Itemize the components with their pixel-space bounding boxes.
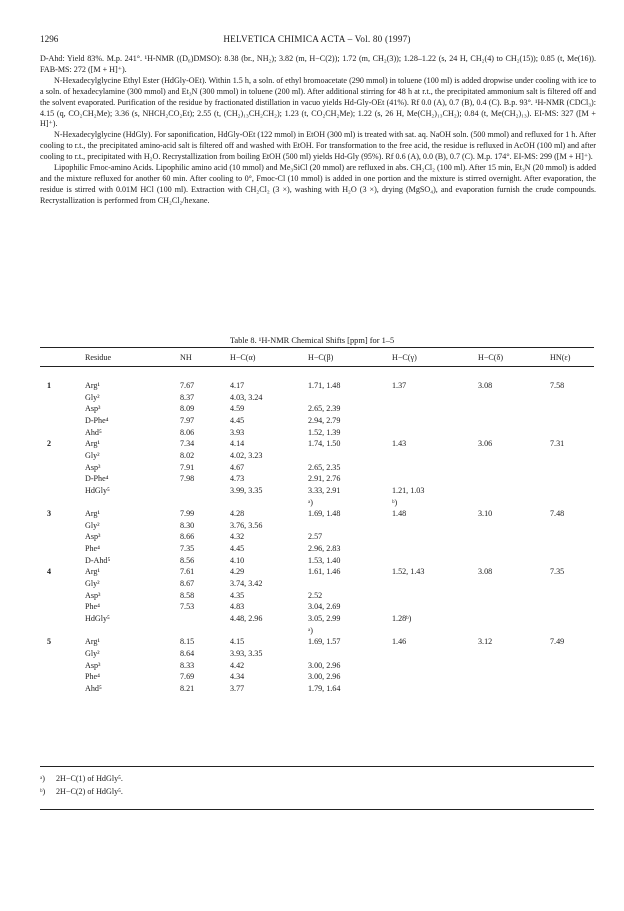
cell-hb: 1.69, 1.48 [308,509,341,519]
table-row [40,672,594,684]
cell-hd: 3.08 [478,567,493,577]
cell-ha: 4.17 [230,381,245,390]
cell-ha: 3.93 [230,427,245,437]
cell-residue: Gly² [85,648,100,658]
table-row [40,509,594,521]
table-row [40,381,594,393]
cell-nh: 7.99 [180,509,195,519]
cell-hd: 3.10 [478,509,493,519]
cell-hg: 1.48 [392,509,407,519]
table-row [40,428,594,440]
col-header-residue: Residue [85,353,112,362]
table-header [40,353,594,365]
cell-nh: 7.53 [180,602,195,612]
table-caption: Table 8. ¹H-NMR Chemical Shifts [ppm] for 1–5 [229,336,395,345]
cell-nh: 8.58 [180,590,195,600]
cell-residue: Arg¹ [85,637,100,647]
cell-ha: 4.45 [230,415,245,425]
cell-ha: 4.14 [230,439,245,449]
footnote-b [40,785,594,798]
cell-hg: 1.52, 1.43 [392,567,425,577]
cell-hb: 2.91, 2.76 [308,474,341,484]
cell-ha: 4.10 [230,555,245,565]
cell-hn: 7.58 [550,381,565,390]
table-row [40,474,594,486]
table-header-rule [40,366,594,367]
cell-ha: 4.28 [230,509,245,519]
running-header [40,34,594,46]
table-row [40,439,594,451]
table-row [40,486,594,498]
cell-hb: 2.65, 2.39 [308,404,341,414]
table-row [40,532,594,544]
cell-hg: 1.46 [392,637,407,647]
table-row [40,556,594,568]
footnote-mark: ᵃ) [40,774,45,783]
cell-hb: ᵃ) [308,625,313,635]
cell-hd: 3.06 [478,439,493,449]
cell-nh: 7.91 [180,462,195,472]
cell-ha: 4.34 [230,672,245,682]
table-footnotes [40,772,594,798]
cell-hb: 1.61, 1.46 [308,567,341,577]
table-row [40,416,594,428]
cell-hb: 1.69, 1.57 [308,637,341,647]
table-row [40,521,594,533]
cell-idx: 5 [47,637,52,647]
cell-hb: 3.05, 2.99 [308,614,341,623]
cell-residue: Phe⁴ [85,672,100,682]
cell-nh: 8.66 [180,532,195,542]
col-header-h-beta: H−C(β) [308,353,334,362]
cell-residue: Asp³ [85,404,101,414]
cell-residue: Asp³ [85,660,101,670]
cell-hn: 7.35 [550,567,565,577]
cell-ha: 3.99, 3.35 [230,485,263,495]
col-header-h-gamma: H−C(γ) [392,353,417,362]
cell-residue: Gly² [85,579,100,589]
cell-residue: Arg¹ [85,509,100,519]
table-row [40,498,594,510]
cell-hn: 7.48 [550,509,565,519]
page-number: 1296 [40,34,59,44]
table-row [40,591,594,603]
cell-residue: Asp³ [85,462,101,472]
cell-residue: Gly² [85,392,100,402]
cell-ha: 4.73 [230,474,245,484]
cell-hg: 1.28ᵇ) [392,614,412,623]
cell-ha: 4.48, 2.96 [230,614,263,623]
cell-nh: 8.67 [180,579,195,589]
cell-nh: 7.69 [180,672,195,682]
table-row [40,404,594,416]
cell-hg: ᵇ) [392,497,398,507]
journal-title: HELVETICA CHIMICA ACTA – Vol. 80 (1997) [223,34,411,44]
table-bottom-rule [40,766,594,767]
cell-ha: 3.76, 3.56 [230,520,263,530]
cell-hb: 1.52, 1.39 [308,427,341,437]
cell-residue: Asp³ [85,532,101,542]
table-row [40,637,594,649]
cell-ha: 4.45 [230,544,245,554]
cell-hb: 2.65, 2.35 [308,462,341,472]
cell-residue: HdGly⁵ [85,485,110,495]
cell-nh: 8.02 [180,450,195,460]
cell-nh: 7.98 [180,474,195,484]
cell-nh: 7.35 [180,544,195,554]
cell-residue: Ahd⁵ [85,683,102,693]
cell-ha: 4.83 [230,602,245,612]
cell-hb: 1.71, 1.48 [308,381,341,390]
cell-nh: 8.64 [180,648,195,658]
cell-hb: ᵃ) [308,497,313,507]
cell-hn: 7.49 [550,637,565,647]
table-row [40,684,594,696]
cell-ha: 4.42 [230,660,245,670]
page-end-rule [40,809,594,810]
cell-ha: 3.93, 3.35 [230,648,263,658]
col-header-h-alpha: H−C(α) [230,353,256,362]
footnote-text: 2H−C(1) of HdGly⁵. [56,774,123,783]
col-header-hn-epsilon: HN(ε) [550,353,571,362]
cell-hb: 3.04, 2.69 [308,602,341,612]
cell-residue: Arg¹ [85,439,100,449]
cell-ha: 4.32 [230,532,245,542]
cell-nh: 8.15 [180,637,195,647]
table-row [40,393,594,405]
cell-idx: 4 [47,567,52,577]
col-header-h-delta: H−C(δ) [478,353,504,362]
cell-ha: 3.74, 3.42 [230,579,263,589]
cell-nh: 7.34 [180,439,195,449]
cell-hb: 3.00, 2.96 [308,672,341,682]
table-row [40,567,594,579]
cell-hb: 2.57 [308,532,323,542]
cell-residue: Phe⁴ [85,602,100,612]
table-row [40,602,594,614]
cell-hg: 1.43 [392,439,407,449]
footnote-a [40,772,594,785]
paragraph-hdgly-oet: N-Hexadecylglycine Ethyl Ester (HdGly-OEt). Within 1.5 h, a soln. of ethyl bromoacetate (290 mmol) in toluene (100 ml) is added dropwise under cooling with ice to a soln. of hexadecylamine (300 mmol) and Et₃N (300 mmol) in toluene (200 ml). After additional stirring for 48 h at r.t., the precipitated ammonium salt is filtered off and the solvent evaporated. Purification of the residue by fractionated distillation in vacuo yields Hd-Gly-OEt (41%). Rf 0.0 (A), 0.7 (B), 0.4 (C). B.p. 93°. ¹H-NMR (CDCl₃): 4.15 (q, CO₂CH₂Me); 3.36 (s, NHCH₂CO₂Et); 2.55 (t, (CH₂)₁₃CH₂CH₂); 1.23 (t, CO₂CH₂Me); 1.22 (s, 26 H, Me(CH₂)₁₃CH₂); 0.84 (t, Me(CH₂)₁₃). EI-MS: 327 ([M + H]⁺). [40,75,596,129]
cell-residue: Arg¹ [85,381,100,390]
cell-nh: 8.09 [180,404,195,414]
paragraph-fmoc: Lipophilic Fmoc-amino Acids. Lipophilic amino acid (10 mmol) and Me₃SiCl (20 mmol) are refluxed in abs. CH₂Cl₂ (100 ml). After 15 min, Et₃N (20 mmol) is added and the mixture refluxed for another 60 min. After cooling to 0°, Fmoc-Cl (10 mmol) is added in one portion and the mixture is stirred overnight. After evaporation, the residue is stirred with 0.01M HCl (100 ml). Extraction with CH₂Cl₂ (3 ×), washing with H₂O (3 ×), drying (MgSO₄), and evaporation furnish the crude compounds. Recrystallization is performed from CH₂Cl₂/hexane. [40,163,596,205]
footnote-text: 2H−C(2) of HdGly⁵. [56,787,123,796]
cell-hn: 7.31 [550,439,565,449]
cell-hg: 1.21, 1.03 [392,485,425,495]
cell-ha: 3.77 [230,683,245,693]
cell-idx: 1 [47,381,52,390]
cell-idx: 3 [47,509,52,519]
cell-hb: 1.53, 1.40 [308,555,341,565]
cell-nh: 8.56 [180,555,195,565]
cell-hb: 2.96, 2.83 [308,544,341,554]
cell-ha: 4.67 [230,462,245,472]
body-text [40,54,596,207]
cell-idx: 2 [47,439,52,449]
cell-nh: 8.37 [180,392,195,402]
cell-nh: 8.30 [180,520,195,530]
cell-hg: 1.37 [392,381,407,390]
cell-residue: Gly² [85,450,100,460]
table-row [40,614,594,626]
cell-nh: 7.67 [180,381,195,390]
cell-residue: D-Phe⁴ [85,474,109,484]
cell-hb: 3.33, 2.91 [308,485,341,495]
paragraph-dahd: D-Ahd: Yield 83%. M.p. 241°. ¹H-NMR ((D₆)DMSO): 8.38 (br., NH₂); 3.82 (m, H−C(2)); 1.72 (m, CH₂(3)); 1.28–1.22 (s, 24 H, CH₂(4) to CH₂(15)); 0.85 (t, Me(16)). FAB-MS: 272 ([M + H]⁺). [40,54,596,74]
cell-hb: 2.94, 2.79 [308,415,341,425]
cell-hd: 3.12 [478,637,493,647]
cell-nh: 8.33 [180,660,195,670]
cell-ha: 4.15 [230,637,245,647]
cell-ha: 4.02, 3.23 [230,450,263,460]
table-row [40,463,594,475]
paragraph-hdgly: N-Hexadecylglycine (HdGly). For saponification, HdGly-OEt (122 mmol) in EtOH (300 ml) is treated with sat. aq. NaOH soln. (500 mmol) and refluxed for 1 h. After cooling to r.t., the precipitated amino-acid salt is filtered off and washed with EtOH. For transformation to the free acid, the residue is refluxed in AcOH (100 ml) and after cooling to r.t., precipitated with H₂O. Recrystallization from boiling EtOH (500 ml) yields Hd-Gly (95%). Rf 0.6 (A), 0.0 (B), 0.7 (C). M.p. 174°. EI-MS: 299 ([M + H]⁺). [40,130,596,162]
table-row [40,451,594,463]
cell-hb: 1.74, 1.50 [308,439,341,449]
cell-residue: D-Phe⁴ [85,415,109,425]
cell-ha: 4.35 [230,590,245,600]
cell-residue: D-Ahd⁵ [85,555,111,565]
table-row [40,544,594,556]
col-header-nh: NH [180,353,192,362]
cell-ha: 4.03, 3.24 [230,392,263,402]
cell-residue: Ahd⁵ [85,427,102,437]
cell-nh: 8.06 [180,427,195,437]
cell-hb: 3.00, 2.96 [308,660,341,670]
cell-residue: HdGly⁵ [85,614,110,623]
cell-residue: Arg¹ [85,567,100,577]
table-row [40,579,594,591]
footnote-mark: ᵇ) [40,787,46,796]
cell-ha: 4.59 [230,404,245,414]
cell-residue: Gly² [85,520,100,530]
cell-hd: 3.08 [478,381,493,390]
cell-hb: 1.79, 1.64 [308,683,341,693]
cell-nh: 8.21 [180,683,195,693]
cell-hb: 2.52 [308,590,323,600]
cell-residue: Phe⁴ [85,544,100,554]
table-row [40,649,594,661]
table-row [40,626,594,638]
cell-ha: 4.29 [230,567,245,577]
cell-nh: 7.61 [180,567,195,577]
cell-residue: Asp³ [85,590,101,600]
cell-nh: 7.97 [180,415,195,425]
table-top-rule [40,347,594,348]
table-row [40,661,594,673]
